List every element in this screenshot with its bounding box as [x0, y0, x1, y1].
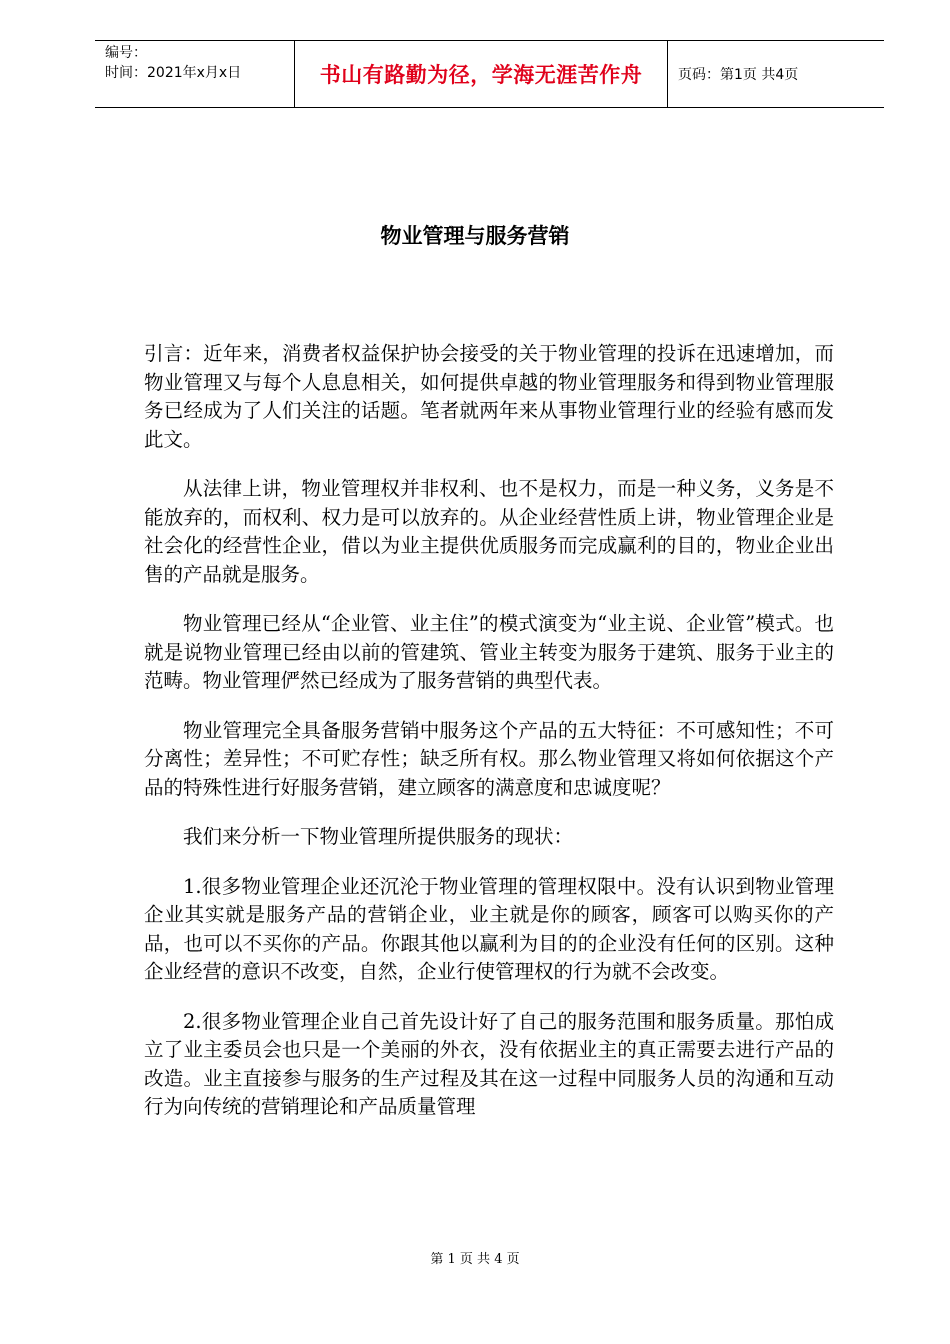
- paragraph-intro: 引言：近年来，消费者权益保护协会接受的关于物业管理的投诉在迅速增加，而物业管理又与每个人息息相关，如何提供卓越的物业管理服务和得到物业管理服务已经成为了人们关注的话题。笔者就两年来从事物业管理行业的经验有感而发此文。: [144, 342, 834, 451]
- document-title: 物业管理与服务营销: [380, 223, 570, 248]
- header-page-cell: [668, 41, 884, 107]
- page-footer: 第 1 页 共 4 页: [430, 1252, 520, 1267]
- paragraph: 物业管理完全具备服务营销中服务这个产品的五大特征：不可感知性；不可分离性；差异性；不可贮存性；缺乏所有权。那么物业管理又将如何依据这个产品的特殊性进行好服务营销，建立顾客的满意度和忠诚度呢？: [144, 718, 834, 799]
- time-label: 时间：2021年x月x日: [105, 65, 242, 81]
- page-info: 页码：第1页 共4页: [678, 67, 799, 83]
- header-meta-cell: [95, 41, 295, 107]
- motto-text: 书山有路勤为径，学海无涯苦作舟: [319, 62, 643, 87]
- document-body: [144, 340, 834, 1143]
- paragraph: 物业管理已经从“企业管、业主住”的模式演变为“业主说、企业管”模式。也就是说物业管理已经由以前的管建筑、管业主转变为服务于建筑、服务于业主的范畴。物业管理俨然已经成为了服务营销的典型代表。: [144, 612, 834, 692]
- paragraph: 从法律上讲，物业管理权并非权利、也不是权力，而是一种义务，义务是不能放弃的，而权利、权力是可以放弃的。从企业经营性质上讲，物业管理企业是社会化的经营性企业，借以为业主提供优质服务而完成赢利的目的，物业企业出售的产品就是服务。: [144, 477, 834, 586]
- header-motto-cell: [295, 41, 668, 107]
- paragraph: 2.很多物业管理企业自己首先设计好了自己的服务范围和服务质量。那怕成立了业主委员会也只是一个美丽的外衣，没有依据业主的真正需要去进行产品的改造。业主直接参与服务的生产过程及其在这一过程中同服务人员的沟通和互动行为向传统的营销理论和产品质量管理: [144, 1009, 834, 1118]
- paragraph: 我们来分析一下物业管理所提供服务的现状：: [183, 825, 574, 848]
- paragraph: 1.很多物业管理企业还沉沦于物业管理的管理权限中。没有认识到物业管理企业其实就是服务产品的营销企业，业主就是你的顾客，顾客可以购买你的产品，也可以不买你的产品。你跟其他以赢利为目的的企业没有任何的区别。这种企业经营的意识不改变，自然，企业行使管理权的行为就不会改变。: [144, 874, 834, 983]
- number-label: 编号：: [105, 45, 147, 61]
- document-header: [95, 40, 884, 108]
